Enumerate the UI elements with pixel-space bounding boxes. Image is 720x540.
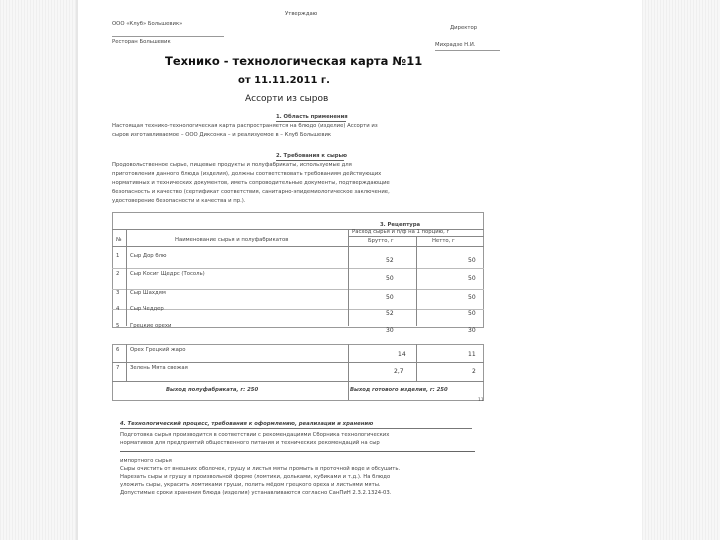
- col-number-header: №: [116, 237, 122, 243]
- section1-heading: 1. Область применения: [276, 114, 348, 120]
- section2-heading: 2. Требования к сырью: [276, 153, 348, 159]
- row-number: 6: [116, 347, 120, 353]
- dish-name: Ассорти из сыров: [245, 94, 329, 104]
- row-gross: 50: [386, 275, 394, 282]
- section4-divider: [120, 451, 475, 452]
- row-net: 11: [468, 351, 476, 358]
- organization-position: Ресторан Большевик: [112, 39, 171, 45]
- organization-name: ООО «Клуб» Большевик»: [112, 21, 183, 27]
- section2-line-5: удостоверение безопасности и качества и пр.).: [112, 198, 246, 204]
- section4-line-5: Нарезать сыры и грушу в произвольной форме (ломтики, дольками, кубиками и т.д.). На блюдо: [120, 474, 391, 480]
- yield-final-product: Выход готового изделия, г: 250: [350, 387, 448, 393]
- table-rule: [112, 381, 484, 382]
- section2-heading-underline: [276, 160, 344, 161]
- row-number: 1: [116, 253, 120, 259]
- section4-line-3: импортного сырья: [120, 458, 172, 464]
- section4-heading-underline: [120, 428, 472, 429]
- section3-heading: 3. Рецептура: [380, 222, 421, 228]
- col-gross-header: Брутто, г: [368, 238, 394, 244]
- row-net: 50: [468, 310, 476, 317]
- section1-heading-underline: [276, 121, 346, 122]
- section4-line-2: нормативов для предприятий общественного питания и технических рекомендаций на сыр: [120, 440, 380, 446]
- section4-heading: 4. Технологический процесс, требования к оформлению, реализации и хранению: [120, 421, 374, 427]
- row-number: 5: [116, 323, 120, 329]
- page-marker: 11: [478, 398, 484, 403]
- table-rule: [112, 246, 484, 247]
- yield-semi-finished: Выход полуфабриката, г: 250: [166, 387, 259, 393]
- row-ingredient: Орех Грецкий жаро: [130, 347, 186, 353]
- row-net: 2: [472, 368, 476, 375]
- row-gross: 52: [386, 310, 394, 317]
- page-frame-left: [0, 0, 78, 540]
- table-col-rule: [348, 344, 349, 400]
- row-gross: 14: [398, 351, 406, 358]
- page-frame-right: [642, 0, 720, 540]
- table-col-rule: [126, 229, 127, 326]
- table-col-rule: [416, 236, 417, 326]
- section1-line-2: сыров изготавливаемое – ООО Диксонка – и реализуемое в – Клуб Большевик: [112, 132, 332, 138]
- section4-line-6: уложить сыры, украсить ломтиками груши, полить мёдом грецкого ореха и листьями мяты.: [120, 482, 381, 488]
- table-rule: [112, 362, 484, 363]
- section4-line-1: Подготовка сырья производится в соответствии с рекомендациями Сборника технологических: [120, 432, 390, 438]
- document-page: [80, 0, 640, 540]
- section2-line-4: безопасность и качество (сертификат соответствия, санитарно-эпидемиологическое заключение,: [112, 189, 390, 195]
- table-col-rule: [126, 344, 127, 382]
- section2-line-3: нормативных и технических документов, иметь сопроводительные документы, подтверждающие: [112, 180, 390, 186]
- document-title: Технико - технологическая карта №11: [165, 54, 423, 68]
- row-number: 2: [116, 271, 120, 277]
- table-rule: [112, 268, 484, 269]
- row-gross: 30: [386, 327, 394, 334]
- director-name: Михрадзе Н.И.: [435, 42, 476, 48]
- section4-line-4: Сыры очистить от внешних оболочек, грушу и листья мяты промыть в проточной воде и обсушить.: [120, 466, 401, 472]
- approve-label: Утверждаю: [285, 11, 318, 17]
- table-col-rule: [348, 229, 349, 326]
- row-net: 30: [468, 327, 476, 334]
- row-number: 7: [116, 365, 120, 371]
- section4-line-7: Допустимые сроки хранения блюда (изделия) устанавливаются согласно СанПиН 2.3.2.1324-03.: [120, 490, 392, 496]
- col-net-header: Нетто, г: [432, 238, 455, 244]
- row-ingredient: Грецкие орехи: [130, 323, 172, 329]
- col-name-header: Наименование сырья и полуфабрикатов: [175, 237, 289, 243]
- row-number: 4: [116, 306, 120, 312]
- row-gross: 50: [386, 294, 394, 301]
- section1-line-1: Настоящая технико-технологическая карта распространяется на блюдо (изделие) Ассорти из: [112, 123, 378, 129]
- section2-line-1: Продовольственное сырье, пищевые продукты и полуфабрикаты, используемые для: [112, 162, 352, 168]
- row-net: 50: [468, 275, 476, 282]
- row-ingredient: Сыр Шахдям: [130, 290, 166, 296]
- row-net: 50: [468, 257, 476, 264]
- col-rate-header: Расход сырья и п/ф на 1 порцию, г: [352, 229, 450, 235]
- org-underline: [112, 36, 224, 37]
- row-net: 50: [468, 294, 476, 301]
- director-underline: [435, 50, 500, 51]
- row-ingredient: Сыр Косиг Щедрс (Тосоль): [130, 271, 205, 277]
- table-col-rule: [416, 344, 417, 382]
- document-date: от 11.11.2011 г.: [238, 75, 330, 86]
- row-ingredient: Сыр Дор блю: [130, 253, 167, 259]
- row-number: 3: [116, 290, 120, 296]
- row-ingredient: Сыр Чеддер: [130, 306, 164, 312]
- row-gross: 2,7: [394, 368, 404, 375]
- director-label: Директор: [450, 25, 478, 31]
- table-rule: [112, 289, 484, 290]
- row-ingredient: Зелень Мята свежая: [130, 365, 188, 371]
- section2-line-2: приготовления данного блюда (изделия), должны соответствовать требованиям действующих: [112, 171, 382, 177]
- row-gross: 52: [386, 257, 394, 264]
